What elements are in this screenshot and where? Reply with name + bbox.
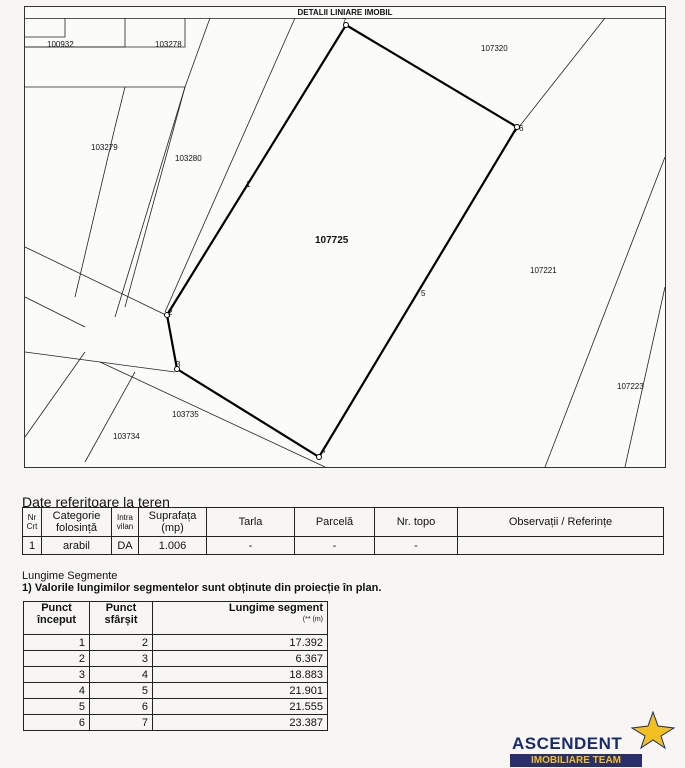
cell-length: 23.387 xyxy=(153,715,328,731)
table-row xyxy=(24,635,328,651)
cell-start: 2 xyxy=(24,651,90,667)
segments-table xyxy=(23,601,328,731)
table-row xyxy=(24,667,328,683)
cell-tarla: - xyxy=(207,537,295,555)
cell-suprafata: 1.006 xyxy=(139,537,207,555)
parcel-label: 103280 xyxy=(175,154,202,163)
col-start: Punct început xyxy=(24,602,90,635)
segments-title: Lungime Segmente xyxy=(22,570,118,582)
point-label: 7 xyxy=(342,17,347,26)
parcel-label: 103278 xyxy=(155,40,182,49)
cell-end: 6 xyxy=(90,699,153,715)
point-label: 2 xyxy=(168,308,173,317)
cell-end: 7 xyxy=(90,715,153,731)
cell-categorie: arabil xyxy=(42,537,112,555)
parcel-label: 103735 xyxy=(172,410,199,419)
col-parcela: Parcelă xyxy=(295,508,375,537)
cell-parcela: - xyxy=(295,537,375,555)
land-section-title: Date referitoare la teren xyxy=(22,494,170,510)
parcel-label: 107223 xyxy=(617,382,644,391)
cell-length: 18.883 xyxy=(153,667,328,683)
cell-end: 2 xyxy=(90,635,153,651)
cell-length: 21.555 xyxy=(153,699,328,715)
logo-name: ASCENDENT xyxy=(512,734,623,753)
cell-start: 6 xyxy=(24,715,90,731)
col-length-unit: (** (m) xyxy=(302,616,323,623)
cell-start: 3 xyxy=(24,667,90,683)
point-label: 6 xyxy=(519,124,524,133)
parcel-label: 107221 xyxy=(530,266,557,275)
land-table xyxy=(22,507,664,555)
cell-intravilan: DA xyxy=(112,537,139,555)
point-label: 4 xyxy=(321,446,326,455)
segments-heading xyxy=(22,570,381,594)
ascendent-logo xyxy=(510,710,685,765)
col-nr-topo: Nr. topo xyxy=(375,508,458,537)
cell-start: 5 xyxy=(24,699,90,715)
table-row xyxy=(24,683,328,699)
cell-nr-topo: - xyxy=(375,537,458,555)
parcel-label: 100932 xyxy=(47,40,74,49)
parcel-label: 107320 xyxy=(481,44,508,53)
table-row xyxy=(23,537,664,555)
table-row xyxy=(24,651,328,667)
cell-end: 4 xyxy=(90,667,153,683)
cell-length: 17.392 xyxy=(153,635,328,651)
col-suprafata: Suprafața (mp) xyxy=(139,508,207,537)
col-observatii: Observații / Referințe xyxy=(458,508,664,537)
col-end: Punct sfârșit xyxy=(90,602,153,635)
segments-table-header xyxy=(24,602,328,635)
land-table-header xyxy=(23,508,664,537)
col-intravilan: Intra vilan xyxy=(112,508,139,537)
cadastral-map xyxy=(24,6,666,468)
cell-start: 1 xyxy=(24,635,90,651)
col-length xyxy=(153,602,328,635)
table-row xyxy=(24,715,328,731)
logo-team: IMOBILIARE TEAM xyxy=(510,754,642,767)
col-tarla: Tarla xyxy=(207,508,295,537)
point-label: 1 xyxy=(246,180,251,189)
segments-note: 1) Valorile lungimilor segmentelor sunt obținute din proiecție în plan. xyxy=(22,582,382,594)
main-parcel-label: 107725 xyxy=(315,235,349,246)
table-row xyxy=(24,699,328,715)
col-nr: Nr Crt xyxy=(23,508,42,537)
point-label: 5 xyxy=(421,289,426,298)
cell-observatii xyxy=(458,537,664,555)
cell-end: 3 xyxy=(90,651,153,667)
cell-length: 21.901 xyxy=(153,683,328,699)
cell-nr: 1 xyxy=(23,537,42,555)
cell-end: 5 xyxy=(90,683,153,699)
parcel-labels xyxy=(47,40,644,441)
col-categorie: Categorie folosință xyxy=(42,508,112,537)
map-drawing xyxy=(25,7,665,467)
map-title: DETALII LINIARE IMOBIL xyxy=(25,7,665,19)
cell-length: 6.367 xyxy=(153,651,328,667)
col-length-label: Lungime segment xyxy=(228,602,323,614)
parcel-label: 103279 xyxy=(91,143,118,152)
point-label: 3 xyxy=(176,360,181,369)
parcel-label: 103734 xyxy=(113,432,140,441)
star-icon xyxy=(628,710,678,750)
cell-start: 4 xyxy=(24,683,90,699)
